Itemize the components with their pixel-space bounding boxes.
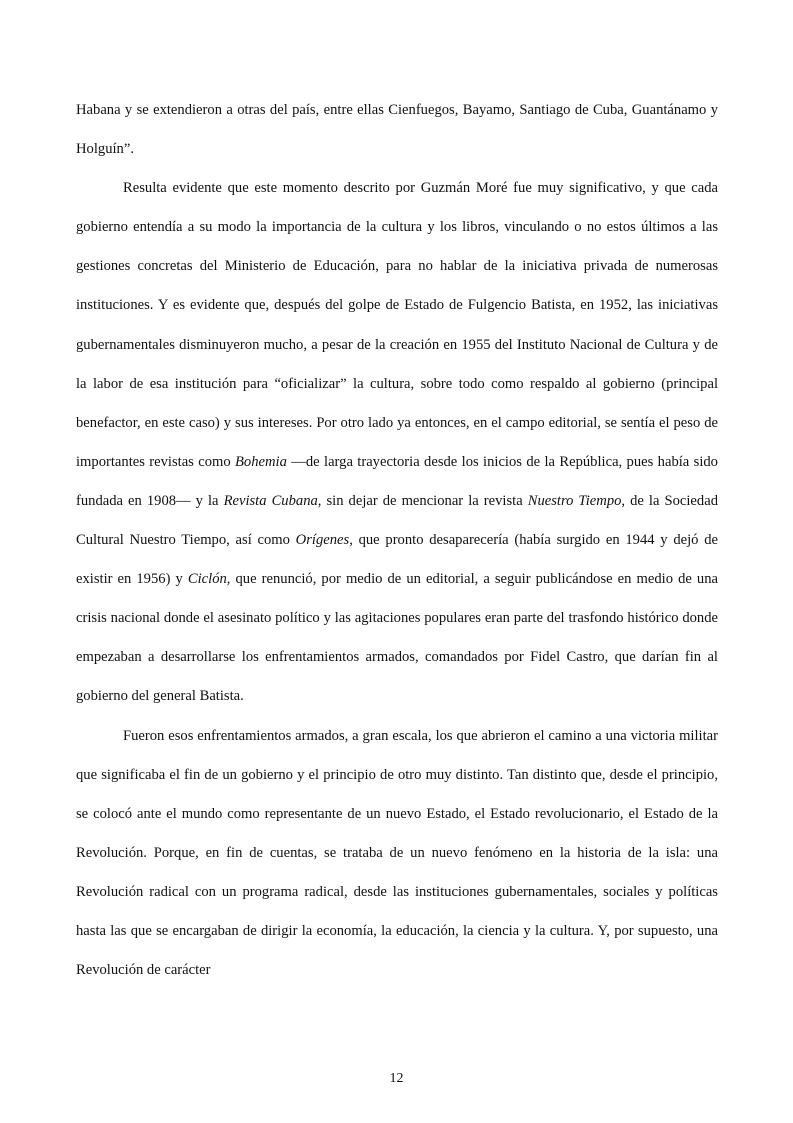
body-text (76, 91, 718, 990)
paragraph-3: Fueron esos enfrentamientos armados, a gran escala, los que abrieron el camino a una victoria militar que significaba el fin de un gobierno y el principio de otro muy distinto. Tan distinto que, desde el principio, se colocó ante el mundo como representante de un nuevo Estado, el Estado revolucionario, el Estado de la Revolución. Porque, en fin de cuentas, se trataba de un nuevo fenómeno en la historia de la isla: una Revolución radical con un programa radical, desde las instituciones gubernamentales, sociales y políticas hasta las que se encargaban de dirigir la economía, la educación, la ciencia y la cultura. Y, por supuesto, una Revolución de carácter (76, 727, 718, 979)
paragraph-2-text-5: , que pronto desaparecería (había surgido en 1944 y dejó de existir en 1956) y (76, 532, 718, 588)
title-ciclon: Ciclón (187, 571, 227, 588)
paragraph-2-text-3: , sin dejar de mencionar la revista (317, 492, 528, 509)
paragraph-2-text-1: Resulta evidente que este momento descrito por Guzmán Moré fue muy significativo, y que cada gobierno entendía a su modo la importancia de la cultura y los libros, vinculando o no estos últimos a las gestiones concretas del Ministerio de Educación, para no hablar de la iniciativa privada de numerosas instituciones. Y es evidente que, después del golpe de Estado de Fulgencio Batista, en 1952, las iniciativas gubernamentales disminuyeron mucho, a pesar de la creación en 1955 del Instituto Nacional de Cultura y de la labor de esa institución para “oficializar” la cultura, sobre todo como respaldo al gobierno (principal benefactor, en este caso) y sus intereses. Por otro lado ya entonces, en el campo editorial, se sentía el peso de importantes revistas como (76, 180, 718, 470)
paragraph-2-text-2: —de larga trayectoria desde los inicios de la República, pues había sido fundada en 1908— y la (76, 453, 718, 509)
page-number: 12 (389, 1071, 404, 1086)
title-revista-cubana: Revista Cubana (223, 492, 318, 509)
title-bohemia: Bohemia (235, 453, 287, 470)
paragraph-2-text-4: , de la Sociedad Cultural Nuestro Tiempo, así como (76, 492, 718, 549)
paragraph-2-text-6: , que renunció, por medio de un editorial, a seguir publicándose en medio de una crisis nacional donde el asesinato político y las agitaciones populares eran parte del trasfondo histórico donde empezaban a desarrollarse los enfrentamientos armados, comandados por Fidel Castro, que darían fin al gobierno del general Batista. (76, 571, 718, 705)
title-nuestro-tiempo: Nuestro Tiempo (527, 492, 622, 509)
paragraph-1: Habana y se extendieron a otras del país, entre ellas Cienfuegos, Bayamo, Santiago de Cuba, Guantánamo y Holguín”. (76, 102, 718, 158)
title-origenes: Orígenes (295, 532, 350, 549)
paragraph-2 (76, 169, 718, 716)
